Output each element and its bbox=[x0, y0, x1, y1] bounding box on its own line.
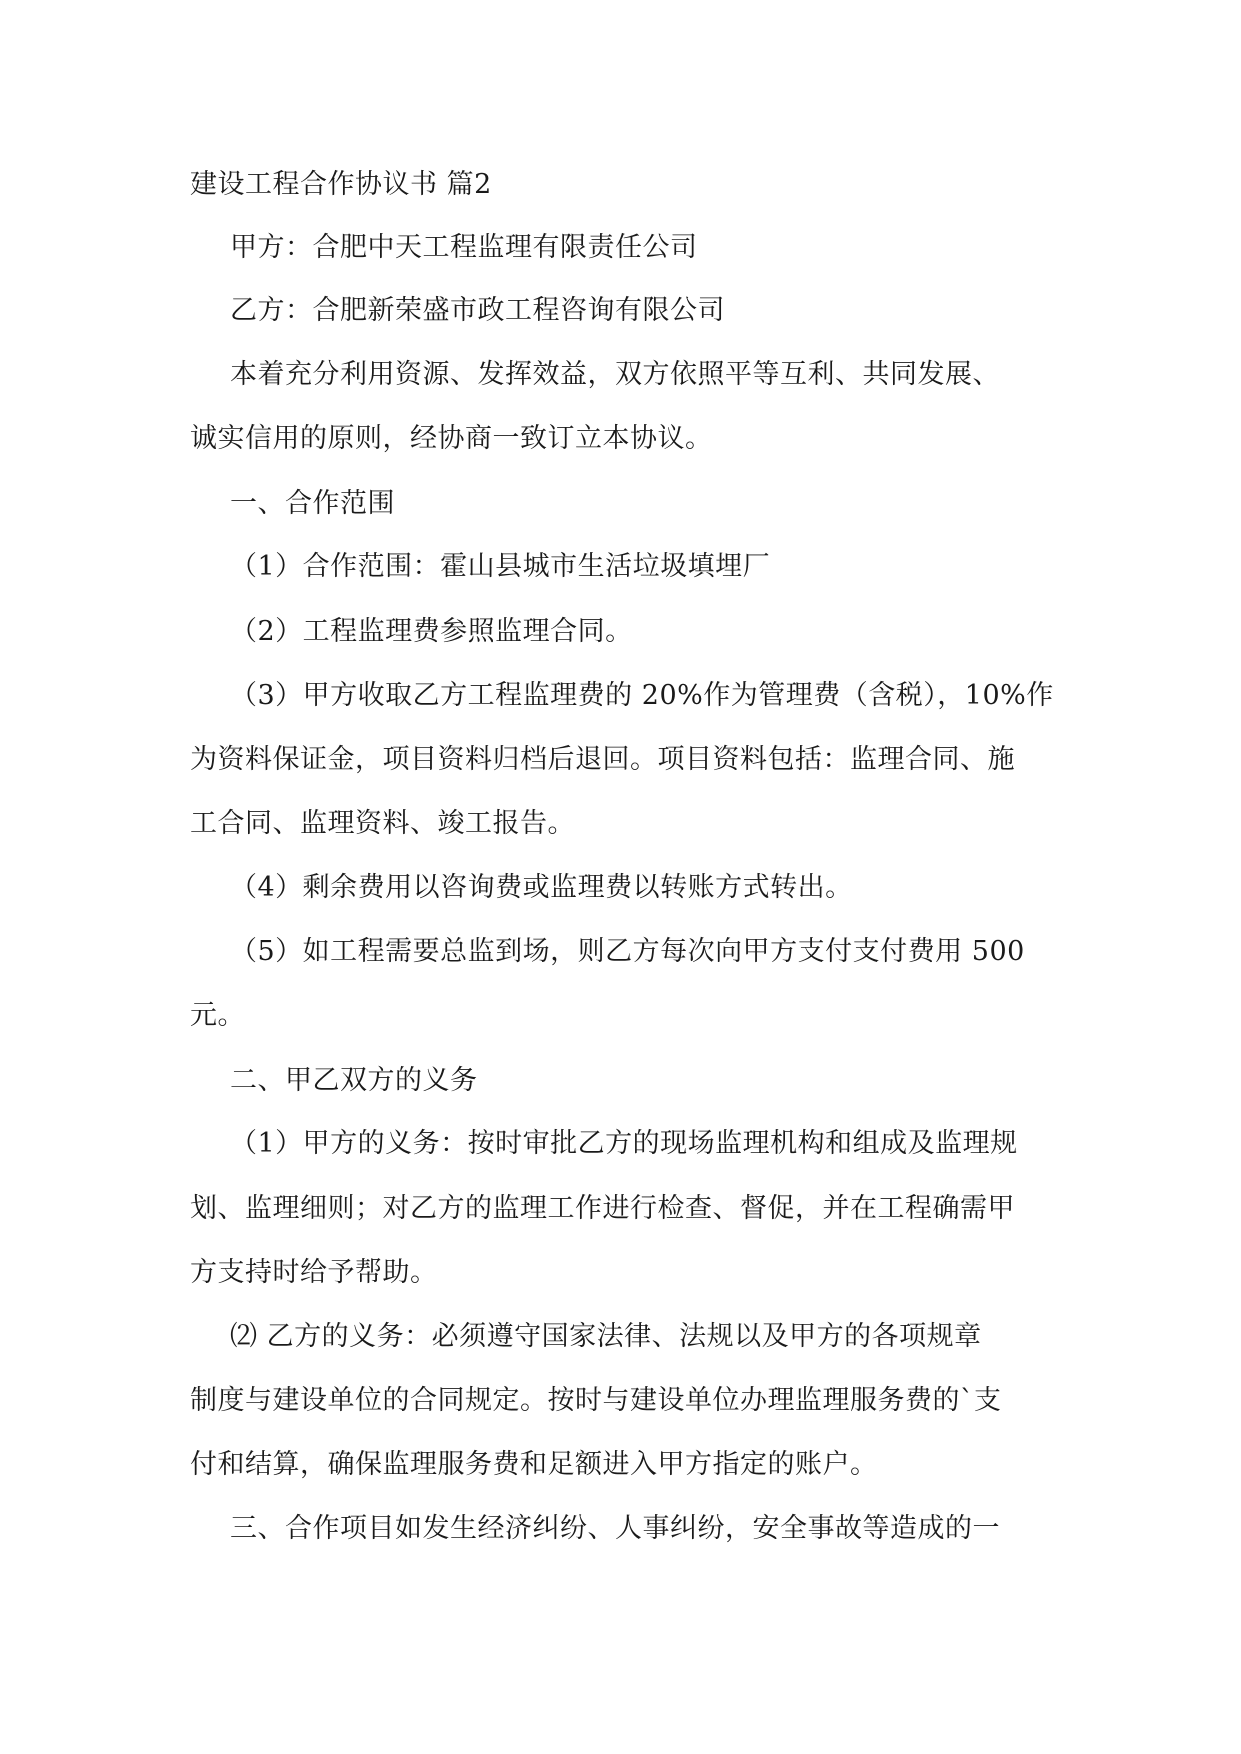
paragraph-line: （2）工程监理费参照监理合同。 bbox=[230, 616, 633, 647]
paragraph-line: 元。 bbox=[190, 1000, 245, 1031]
paragraph-line: 划、监理细则；对乙方的监理工作进行检查、督促，并在工程确需甲 bbox=[190, 1193, 1015, 1224]
paragraph-line: （1）甲方的义务：按时审批乙方的现场监理机构和组成及监理规 bbox=[230, 1128, 1018, 1159]
paragraph-line: 为资料保证金，项目资料归档后退回。项目资料包括：监理合同、施 bbox=[190, 744, 1015, 775]
paragraph-line: （3）甲方收取乙方工程监理费的 20%作为管理费（含税），10%作 bbox=[230, 680, 1054, 711]
section-heading: 二、甲乙双方的义务 bbox=[230, 1065, 478, 1096]
paragraph-line: 制度与建设单位的合同规定。按时与建设单位办理监理服务费的`支 bbox=[190, 1385, 1002, 1416]
party-a-line: 甲方：合肥中天工程监理有限责任公司 bbox=[230, 232, 698, 263]
paragraph-line: 诚实信用的原则，经协商一致订立本协议。 bbox=[190, 423, 713, 454]
section-heading: 三、合作项目如发生经济纠纷、人事纠纷，安全事故等造成的一 bbox=[230, 1513, 1000, 1544]
document-title: 建设工程合作协议书 篇2 bbox=[190, 169, 492, 200]
paragraph-line: 本着充分利用资源、发挥效益，双方依照平等互利、共同发展、 bbox=[230, 359, 1000, 390]
paragraph-line: 方支持时给予帮助。 bbox=[190, 1257, 438, 1288]
paragraph-line: （5）如工程需要总监到场，则乙方每次向甲方支付支付费用 500 bbox=[230, 936, 1025, 967]
paragraph-line: 付和结算，确保监理服务费和足额进入甲方指定的账户。 bbox=[190, 1449, 878, 1480]
paragraph-line: （4）剩余费用以咨询费或监理费以转账方式转出。 bbox=[230, 872, 853, 903]
paragraph-line: ⑵ 乙方的义务：必须遵守国家法律、法规以及甲方的各项规章 bbox=[230, 1321, 982, 1352]
section-heading: 一、合作范围 bbox=[230, 488, 395, 519]
paragraph-line: 工合同、监理资料、竣工报告。 bbox=[190, 808, 575, 839]
party-b-line: 乙方：合肥新荣盛市政工程咨询有限公司 bbox=[230, 295, 725, 326]
paragraph-line: （1）合作范围：霍山县城市生活垃圾填埋厂 bbox=[230, 551, 771, 582]
